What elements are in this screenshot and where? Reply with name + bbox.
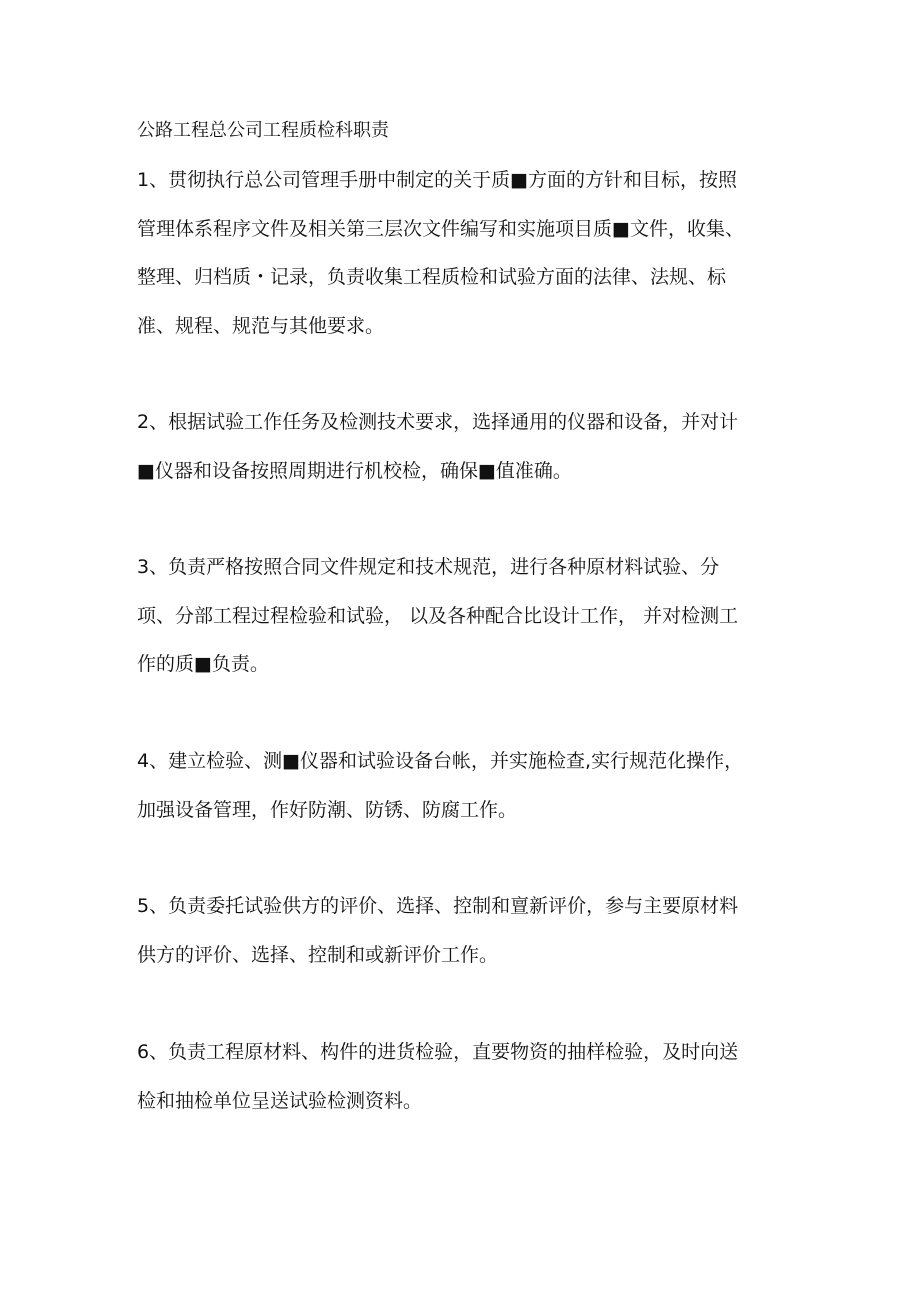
paragraph-line: 5、负责委托试验供方的评价、选择、控制和亶新评价，参与主要原材料 <box>137 895 739 917</box>
duty-paragraph-1 <box>137 156 777 350</box>
duty-paragraph-3 <box>137 543 777 689</box>
paragraph-line: 作的质■负责。 <box>137 653 269 675</box>
paragraph-line: 项、分部工程过程检验和试验， 以及各种配合比设计工作， 并对检测工 <box>137 604 739 627</box>
paragraph-line: 1、贯彻执行总公司管理手册中制定的关于质■方面的方针和目标，按照 <box>137 169 738 191</box>
duty-paragraph-6 <box>137 1028 777 1125</box>
paragraph-line: 6、负责工程原材料、构件的进货检验，直要物资的抽样检验，及时向送 <box>137 1041 739 1063</box>
paragraph-line: ■仪器和设备按照周期进行机校检，确保■值准确。 <box>137 459 572 482</box>
paragraph-line: 整理、归档质・记录，负责收集工程质检和试验方面的法律、法规、标 <box>137 266 727 288</box>
duty-paragraph-4 <box>137 737 777 834</box>
paragraph-line: 3、负责严格按照合同文件规定和技术规范，进行各种原材料试验、分 <box>137 556 720 578</box>
duty-paragraph-5 <box>137 882 777 979</box>
paragraph-line: 检和抽检单位呈送试验检测资料。 <box>137 1089 423 1112</box>
paragraph-line: 4、建立检验、测■仪器和试验设备台帐，并实施检查,实行规范化操作， <box>137 750 744 772</box>
paragraph-line: 管理体系程序文件及相关第三层次文件编写和实施项目质■文件，收集、 <box>137 217 744 240</box>
paragraph-line: 加强设备管理，作好防潮、防锈、防腐工作。 <box>137 798 518 821</box>
document-title: 公路工程总公司工程质检科职责 <box>137 120 389 141</box>
paragraph-line: 准、规程、规范与其他要求。 <box>137 314 385 337</box>
paragraph-line: 供方的评价、选择、控制和或新评价工作。 <box>137 943 499 966</box>
paragraph-line: 2、根据试验工作任务及检测技术要求，选择通用的仪器和设备，并对计 <box>137 411 739 433</box>
duty-paragraph-2 <box>137 398 777 495</box>
